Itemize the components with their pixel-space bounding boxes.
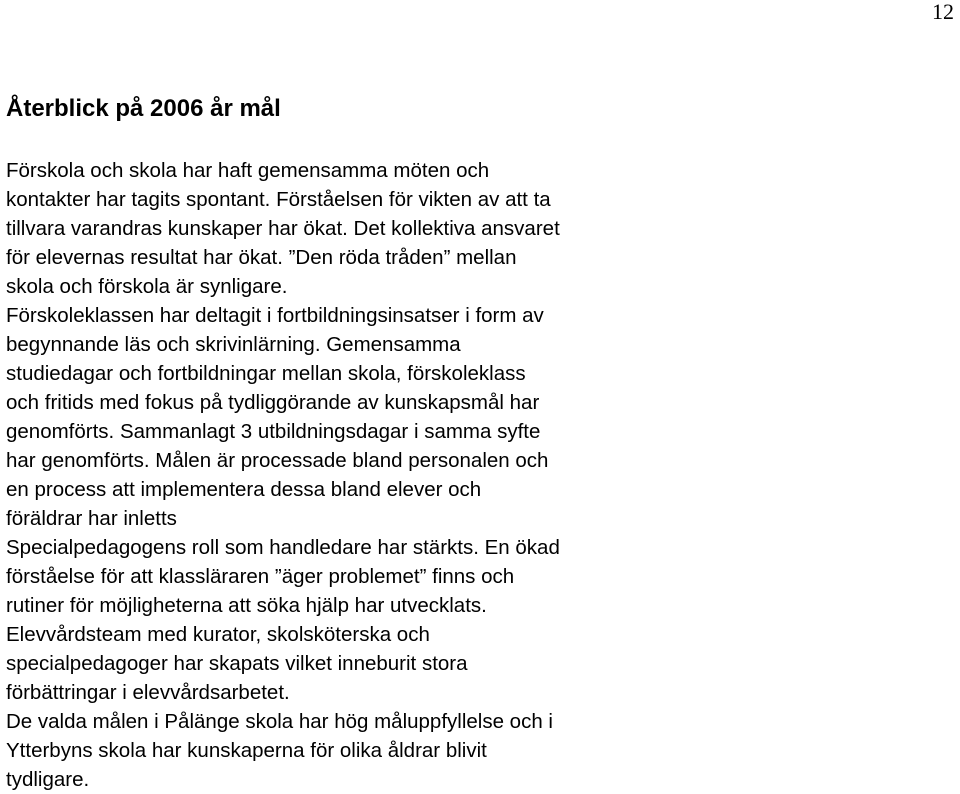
text-line: Ytterbyns skola har kunskaperna för olika åldrar blivit bbox=[6, 739, 487, 762]
text-line: och fritids med fokus på tydliggörande av kunskapsmål har bbox=[6, 391, 540, 414]
page-number: 12 bbox=[932, 0, 954, 24]
text-line: en process att implementera dessa bland elever och bbox=[6, 478, 482, 501]
text-line: genomförts. Sammanlagt 3 utbildningsdagar i samma syfte bbox=[6, 420, 541, 443]
text-line: begynnande läs och skrivinlärning. Gemensamma bbox=[6, 333, 461, 356]
text-line: Förskoleklassen har deltagit i fortbildningsinsatser i form av bbox=[6, 304, 544, 327]
text-line: kontakter har tagits spontant. Förståelsen för vikten av att ta bbox=[6, 188, 551, 211]
text-line: förståelse för att klassläraren ”äger problemet” finns och bbox=[6, 565, 515, 588]
text-line: Specialpedagogens roll som handledare har stärkts. En ökad bbox=[6, 536, 560, 559]
text-line: specialpedagoger har skapats vilket inneburit stora bbox=[6, 652, 468, 675]
text-line: studiedagar och fortbildningar mellan skola, förskoleklass bbox=[6, 362, 526, 385]
body-paragraph bbox=[6, 156, 946, 794]
text-line: Förskola och skola har haft gemensamma möten och bbox=[6, 159, 490, 182]
page-title: Återblick på 2006 år mål bbox=[6, 95, 281, 122]
text-line: för elevernas resultat har ökat. ”Den röda tråden” mellan bbox=[6, 246, 517, 269]
text-line: förbättringar i elevvårdsarbetet. bbox=[6, 681, 290, 704]
text-line: skola och förskola är synligare. bbox=[6, 275, 288, 298]
text-line: har genomförts. Målen är processade bland personalen och bbox=[6, 449, 549, 472]
text-line: Elevvårdsteam med kurator, skolsköterska och bbox=[6, 623, 430, 646]
text-line: De valda målen i Pålänge skola har hög måluppfyllelse och i bbox=[6, 710, 553, 733]
text-line: föräldrar har inletts bbox=[6, 507, 177, 530]
text-line: tydligare. bbox=[6, 768, 90, 791]
text-line: tillvara varandras kunskaper har ökat. Det kollektiva ansvaret bbox=[6, 217, 560, 240]
text-line: rutiner för möjligheterna att söka hjälp har utvecklats. bbox=[6, 594, 487, 617]
